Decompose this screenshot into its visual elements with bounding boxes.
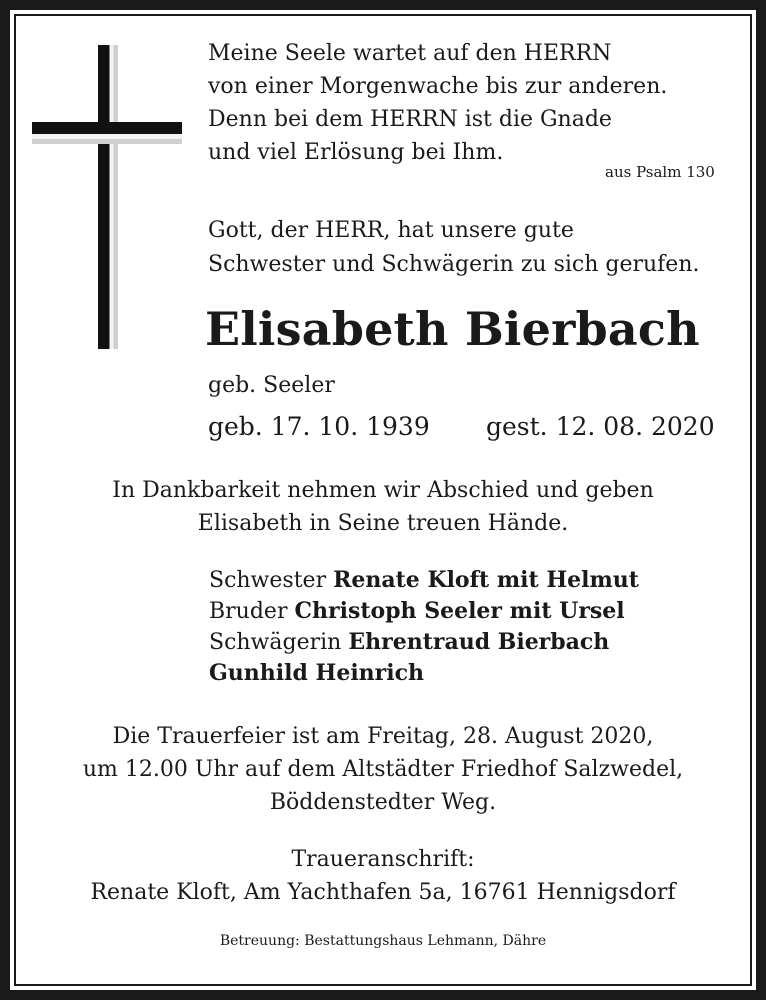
cross-vertical-beam: [98, 45, 118, 349]
address-heading: Traueranschrift:: [291, 847, 475, 872]
death-date: gest. 12. 08. 2020: [486, 412, 715, 441]
mourner-row: [209, 565, 639, 596]
mourner-row: [209, 596, 639, 627]
mourner-row: [209, 658, 639, 689]
ceremony-line: Böddenstedter Weg.: [269, 790, 497, 815]
mourner-names: Ehrentraud Bierbach: [348, 629, 610, 655]
mourners-list: [209, 565, 639, 689]
mourner-names: Christoph Seeler mit Ursel: [294, 598, 625, 624]
mourner-names: Gunhild Heinrich: [209, 660, 425, 686]
undertaker-note: Betreuung: Bestattungshaus Lehmann, Dähre: [219, 933, 547, 949]
intro-text: [208, 214, 700, 282]
farewell-text: [14, 474, 752, 540]
mourner-relation: Schwägerin: [209, 630, 342, 655]
ceremony-line: um 12.00 Uhr auf dem Altstädter Friedhof Salzwedel,: [82, 757, 684, 782]
mourner-relation: Schwester: [209, 568, 327, 593]
verse-line: und viel Erlösung bei Ihm.: [208, 140, 504, 165]
intro-line: Schwester und Schwägerin zu sich gerufen.: [208, 252, 700, 277]
mourner-row: [209, 627, 639, 658]
mourner-names: Renate Kloft mit Helmut: [333, 567, 639, 593]
farewell-line: In Dankbarkeit nehmen wir Abschied und geben: [112, 478, 654, 503]
ceremony-line: Die Trauerfeier ist am Freitag, 28. August 2020,: [112, 724, 654, 749]
psalm-verse: [208, 37, 667, 169]
cross-horizontal-beam: [32, 122, 182, 144]
verse-line: Denn bei dem HERRN ist die Gnade: [208, 107, 612, 132]
mourning-address: Renate Kloft, Am Yachthafen 5a, 16761 Hennigsdorf: [90, 880, 676, 905]
verse-line: von einer Morgenwache bis zur anderen.: [208, 74, 668, 99]
intro-line: Gott, der HERR, hat unsere gute: [208, 218, 574, 243]
birth-date: geb. 17. 10. 1939: [208, 412, 430, 441]
deceased-name: Elisabeth Bierbach: [205, 302, 700, 356]
farewell-line: Elisabeth in Seine treuen Hände.: [197, 511, 569, 536]
ceremony-info: [14, 720, 752, 819]
maiden-name: geb. Seeler: [208, 373, 335, 398]
verse-source: aus Psalm 130: [605, 163, 715, 181]
mourner-relation: Bruder: [209, 599, 288, 624]
verse-line: Meine Seele wartet auf den HERRN: [208, 41, 612, 66]
